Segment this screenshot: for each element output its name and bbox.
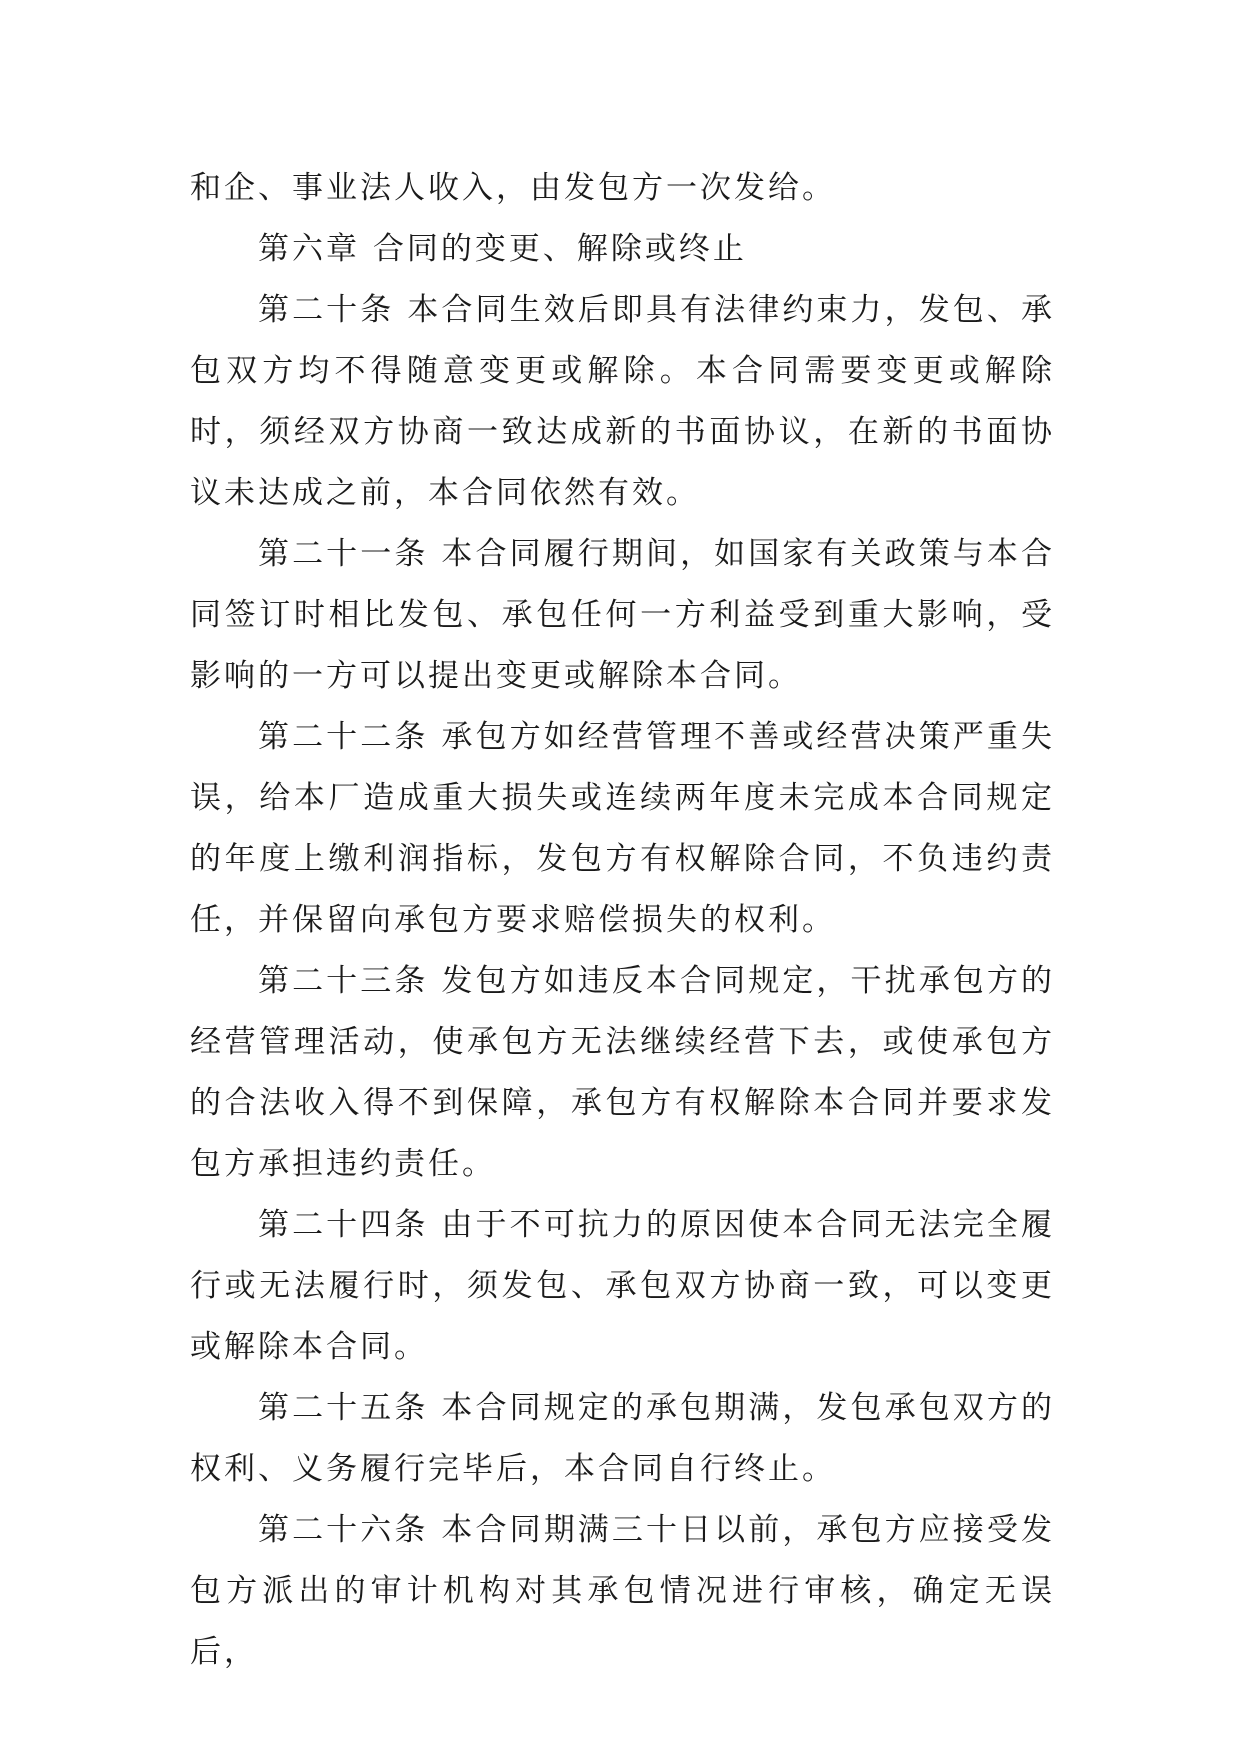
article-26: 第二十六条 本合同期满三十日以前，承包方应接受发包方派出的审计机构对其承包情况进行审核，确定无误后， bbox=[190, 1512, 1055, 1670]
document-body bbox=[190, 158, 1055, 1683]
article-23: 第二十三条 发包方如违反本合同规定，干扰承包方的经营管理活动，使承包方无法继续经营下去，或使承包方的合法收入得不到保障，承包方有权解除本合同并要求发包方承担违约责任。 bbox=[190, 963, 1055, 1182]
article-25: 第二十五条 本合同规定的承包期满，发包承包双方的权利、义务履行完毕后，本合同自行终止。 bbox=[190, 1390, 1055, 1487]
article-22: 第二十二条 承包方如经营管理不善或经营决策严重失误，给本厂造成重大损失或连续两年度未完成本合同规定的年度上缴利润指标，发包方有权解除合同，不负违约责任，并保留向承包方要求赔偿损失的权利。 bbox=[190, 719, 1055, 938]
article-20: 第二十条 本合同生效后即具有法律约束力，发包、承包双方均不得随意变更或解除。本合同需要变更或解除时，须经双方协商一致达成新的书面协议，在新的书面协议未达成之前，本合同依然有效。 bbox=[190, 292, 1055, 511]
article-24: 第二十四条 由于不可抗力的原因使本合同无法完全履行或无法履行时，须发包、承包双方协商一致，可以变更或解除本合同。 bbox=[190, 1207, 1055, 1365]
chapter-heading: 第六章 合同的变更、解除或终止 bbox=[258, 231, 747, 267]
paragraph-continuation: 和企、事业法人收入，由发包方一次发给。 bbox=[190, 170, 836, 206]
article-21: 第二十一条 本合同履行期间，如国家有关政策与本合同签订时相比发包、承包任何一方利益受到重大影响，受影响的一方可以提出变更或解除本合同。 bbox=[190, 536, 1055, 694]
